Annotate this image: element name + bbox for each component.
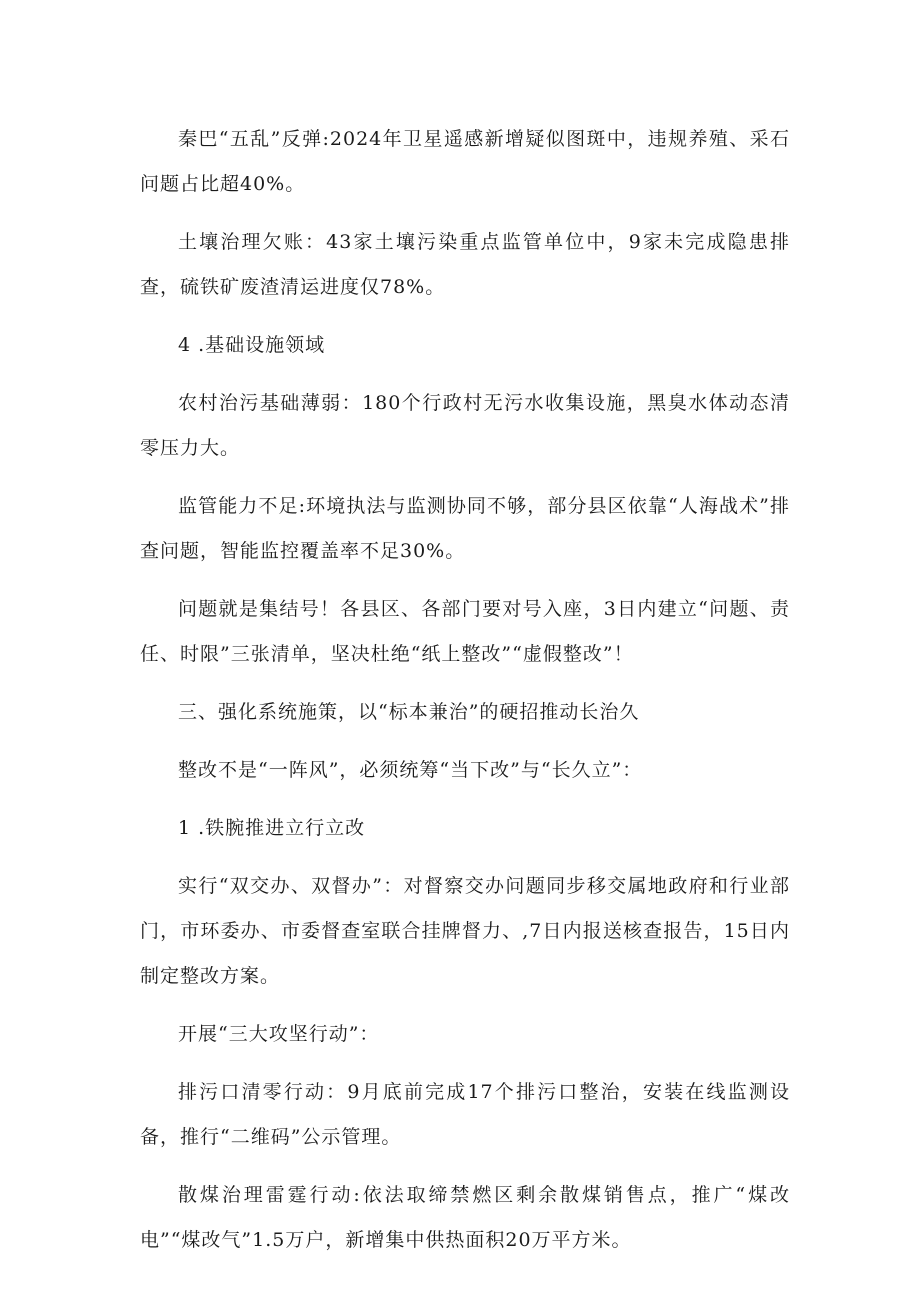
- subheading-iron-fist: 1 .铁腕推进立行立改: [178, 817, 366, 839]
- section-heading-three: 三、强化系统施策，以“标本兼治”的硬招推动长治久: [178, 701, 640, 723]
- paragraph-double-assign: 实行“双交办、双督办”：对督察交办问题同步移交属地政府和行业部门，市环委办、市委督查室联合挂牌督力、,7日内报送核查报告，15日内制定整改方案。: [140, 875, 790, 987]
- paragraph-three-actions: 开展“三大攻坚行动”：: [178, 1023, 380, 1045]
- paragraph-rectification: 整改不是“一阵风”，必须统筹“当下改”与“长久立”：: [178, 759, 643, 781]
- section-heading-infrastructure: 4 .基础设施领域: [178, 334, 326, 356]
- paragraph-supervision: 监管能力不足:环境执法与监测协同不够，部分县区依靠“人海战术”排查问题，智能监控覆盖率不足30%。: [140, 495, 790, 562]
- document-page: [140, 117, 790, 1276]
- paragraph-qinba: 秦巴“五乱”反弹:2024年卫星遥感新增疑似图斑中，违规养殖、采石问题占比超40%。: [140, 128, 790, 195]
- paragraph-coal: 散煤治理雷霆行动:依法取缔禁燃区剩余散煤销售点，推广“煤改电”“煤改气”1.5万户，新增集中供热面积20万平方米。: [140, 1184, 790, 1251]
- paragraph-call-to-action: 问题就是集结号！各县区、各部门要对号入座，3日内建立“问题、责任、时限”三张清单，坚决杜绝“纸上整改”“虚假整改”！: [140, 598, 790, 665]
- paragraph-outfall: 排污口清零行动：9月底前完成17个排污口整治，安装在线监测设备，推行“二维码”公示管理。: [140, 1081, 790, 1148]
- paragraph-rural-sewage: 农村治污基础薄弱：180个行政村无污水收集设施，黑臭水体动态清零压力大。: [140, 392, 790, 459]
- paragraph-soil: 土壤治理欠账：43家土壤污染重点监管单位中，9家未完成隐患排查，硫铁矿废渣清运进度仅78%。: [140, 231, 790, 298]
